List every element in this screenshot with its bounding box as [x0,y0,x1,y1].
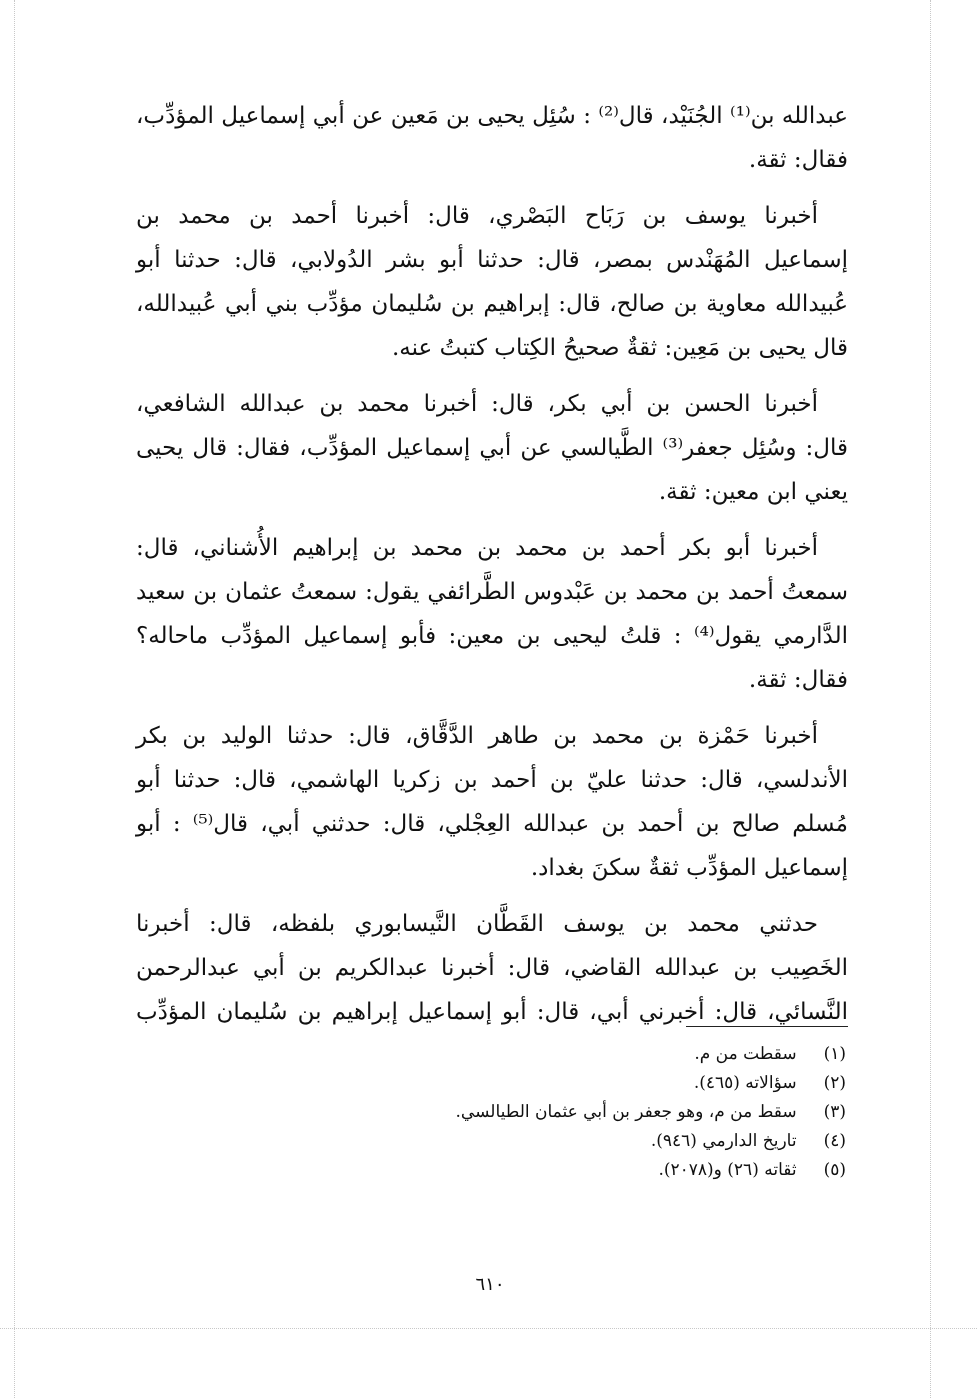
text-line: الدَّارمي يقول⁽⁴⁾ : قلتُ ليحيى بن معين: فأبو إسماعيل المؤدِّب ماحاله؟ [136,623,849,649]
paragraph-6 [136,902,848,1034]
text-line: سمعتُ أحمد بن محمد بن عَبْدوس الطَّرائفي يقول: سمعتُ عثمان بن سعيد [136,579,848,605]
footnote-rule [686,1026,848,1027]
footnote-5 [380,1156,846,1185]
footnote-text: سقطت من م. [694,1044,797,1064]
footnote-3 [380,1098,846,1127]
text-line: أخبرنا حَمْزة بن محمد بن طاهر الدَّقَّاق، قال: حدثنا الوليد بن بكر [136,723,818,749]
footnote-2 [380,1069,846,1098]
text-line: فقال: ثقة. [748,147,848,173]
footnote-text: سقط من م، وهو جعفر بن أبي عثمان الطيالسي. [455,1102,797,1122]
text-line: قال يحيى بن مَعِين: ثقةٌ صحيحُ الكِتاب كتبتُ عنه. [391,335,848,361]
text-line: عبدالله بن⁽¹⁾ الجُنَيْد، قال⁽²⁾ : سُئِل يحيى بن مَعين عن أبي إسماعيل المؤدِّب، [136,103,849,129]
text-line: عُبيدالله معاوية بن صالح، قال: إبراهيم بن سُليمان مؤدِّب بني أبي عُبيدالله، [136,291,848,317]
paragraph-3 [136,382,848,514]
footnotes [380,1040,846,1185]
scan-guide-bottom [0,1328,977,1329]
footnote-1 [380,1040,846,1069]
paragraph-1 [136,94,848,182]
text-line: النَّسائي، قال: أخبرني أبي، قال: أبو إسماعيل إبراهيم بن سُليمان المؤدِّب [136,999,848,1025]
text-line: قال: وسُئِل جعفر⁽³⁾ الطَّيالسي عن أبي إسماعيل المؤدِّب، فقال: قال يحيى [136,435,849,461]
footnote-number: (١) [823,1044,846,1064]
text-line: إسماعيل المؤدِّب ثقةٌ سكنَ بغداد. [530,855,848,881]
text-line: الأندلسي، قال: حدثنا عليّ بن أحمد بن زكريا الهاشمي، قال: حدثنا أبو [136,767,848,793]
text-line: إسماعيل المُهَنْدس بمصر، قال: حدثنا أبو بشر الدُولابي، قال: حدثنا أبو [136,247,848,273]
text-line: يعني ابن معين: ثقة. [658,479,848,505]
page-number: ٦١٠ [475,1274,505,1295]
text-line: فقال: ثقة. [748,667,848,693]
text-line: أخبرنا الحسن بن أبي بكر، قال: أخبرنا محمد بن عبدالله الشافعي، [136,391,818,417]
text-line: أخبرنا يوسف بن رَبَاح البَصْري، قال: أخبرنا أحمد بن محمد بن [136,203,818,229]
footnote-number: (٥) [823,1160,846,1180]
footnote-text: ثقاته (٢٦) و(٢٠٧٨). [658,1160,797,1180]
text-line: الخَصِيب بن عبدالله القاضي، قال: أخبرنا عبدالكريم بن أبي عبدالرحمن [136,955,848,981]
text-line: أخبرنا أبو بكر أحمد بن محمد بن محمد بن إبراهيم الأُشناني، قال: [136,535,818,561]
text-line: حدثني محمد بن يوسف القَطَّان النَّيسابوري بلفظه، قال: أخبرنا [136,911,818,937]
footnote-number: (٣) [823,1102,846,1122]
footnote-text: تاريخ الدارمي (٩٤٦). [650,1131,797,1151]
footnote-number: (٢) [823,1073,846,1093]
page-body [136,94,848,1034]
paragraph-2 [136,194,848,370]
footnote-4 [380,1127,846,1156]
scan-guide-left [14,0,15,1398]
scan-guide-right [930,0,931,1398]
paragraph-4 [136,526,848,702]
footnote-number: (٤) [823,1131,846,1151]
paragraph-5 [136,714,848,890]
footnote-text: سؤالاته (٤٦٥). [693,1073,797,1093]
text-line: مُسلم صالح بن أحمد بن عبدالله العِجْلي، قال: حدثني أبي، قال⁽⁵⁾ : أبو [136,811,848,837]
